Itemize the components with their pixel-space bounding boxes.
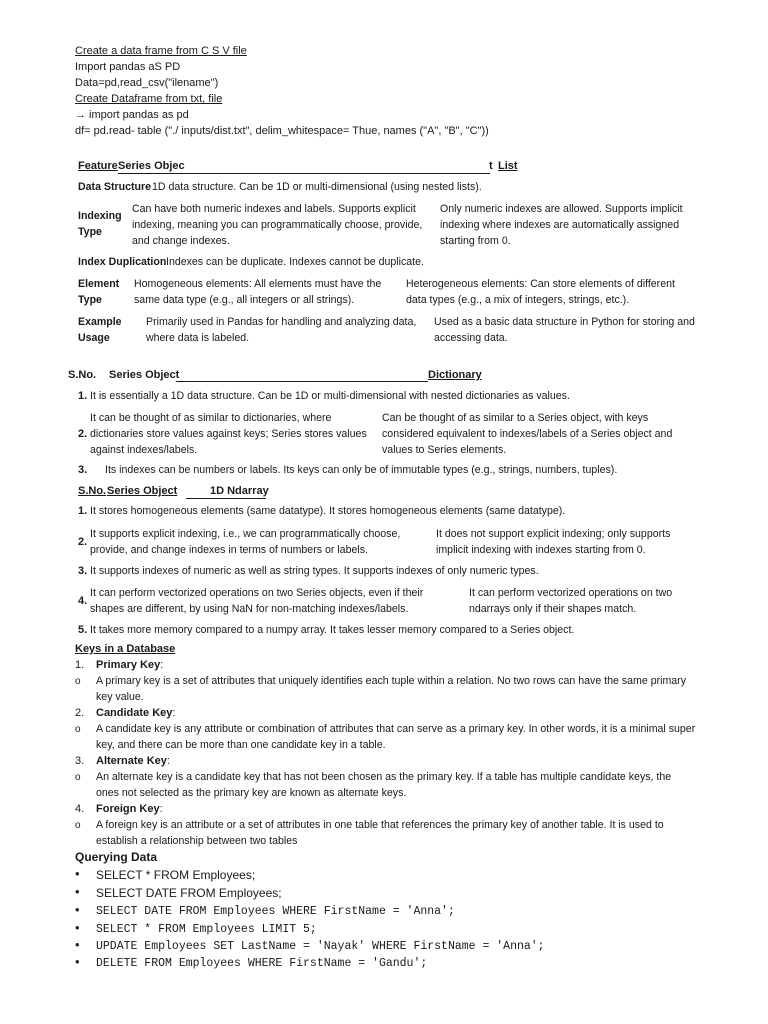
circle-bullet-icon: o: [75, 724, 81, 735]
bullet-icon: •: [75, 866, 80, 881]
t3-header-sno: S.No.: [78, 485, 107, 497]
t1-text-dup: Indexes can be duplicate. Indexes cannot be duplicate.: [166, 256, 424, 268]
query-6: DELETE FROM Employees WHERE FirstName = 'Gandu';: [96, 957, 428, 970]
t2-row-2-dict: Can be thought of as similar to a Series object, with keys considered equivalent to indexes/labels of a Series object and values to Series elements.: [382, 412, 673, 456]
t1-header-feature: Feature: [78, 160, 118, 172]
key-foreign-text: A foreign key is an attribute or a set of attributes in one table that references the primary key of another table. It is used to establish a relationship between two tables: [96, 819, 664, 847]
key-num: 2.: [75, 707, 85, 719]
circle-bullet-icon: o: [75, 676, 81, 687]
t2-row-2-series: It can be thought of as similar to dictionaries, where dictionaries store values against keys; Series stores values against indexes/labels.: [90, 412, 367, 456]
key-num: 4.: [75, 803, 85, 815]
t3-header-nd: 1D Ndarray: [186, 484, 266, 499]
t1-idx-series: Can have both numeric indexes and labels. Supports explicit indexing, meaning you can programmatically choose, provide, and change indexes.: [132, 203, 423, 247]
t1-header-t: t: [489, 160, 493, 172]
intro-heading-txt: Create Dataframe from txt, file: [75, 93, 223, 105]
t2-header-dict: Dictionary: [428, 369, 482, 381]
t3-header-series: Series Object: [107, 485, 178, 497]
t1-label-ds: Data Structure: [78, 181, 151, 193]
query-3: SELECT DATE FROM Employees WHERE FirstName = 'Anna';: [96, 905, 455, 918]
key-num: 3.: [75, 755, 85, 767]
t3-row-2-series: It supports explicit indexing, i.e., we can programmatically choose, provide, and change indexes in terms of numbers or labels.: [90, 528, 401, 556]
t3-row-2-nd: It does not support explicit indexing; only supports implicit indexing with indexes starting from 0.: [436, 528, 671, 556]
t2-header-series: Series Object: [109, 369, 180, 381]
circle-bullet-icon: o: [75, 820, 81, 831]
t3-row-5: It takes more memory compared to a numpy array. It takes lesser memory compared to a Series object.: [90, 624, 575, 636]
key-foreign-name: Foreign Key:: [96, 803, 163, 815]
query-1: SELECT * FROM Employees;: [96, 868, 256, 882]
t1-ex-series: Primarily used in Pandas for handling and analyzing data, where data is labeled.: [146, 316, 417, 344]
intro-heading-csv: Create a data frame from C S V file: [75, 45, 247, 57]
query-5: UPDATE Employees SET LastName = 'Nayak' WHERE FirstName = 'Anna';: [96, 940, 545, 953]
key-candidate-name: Candidate Key:: [96, 707, 176, 719]
t1-ex-list: Used as a basic data structure in Python for storing and accessing data.: [434, 316, 695, 344]
t1-el-series: Homogeneous elements: All elements must have the same data type (e.g., all integers or all strings).: [134, 278, 382, 306]
bullet-icon: •: [75, 902, 80, 917]
key-candidate-text: A candidate key is any attribute or combination of attributes that can serve as a primary key. In other words, it is a minimal super key, and there can be more than one candidate key in a table.: [96, 723, 696, 751]
intro-line: Data=pd,read_csv("ilename"): [75, 77, 219, 89]
intro-line: Import pandas aS PD: [75, 61, 181, 73]
intro-line: df= pd.read- table ("./ inputs/dist.txt", delim_whitespace= Thue, names ("A", "B", "C")): [75, 125, 489, 137]
key-num: 1.: [75, 659, 85, 671]
t2-row-num: 3.: [78, 464, 88, 476]
t3-row-4-series: It can perform vectorized operations on two Series objects, even if their shapes are different, by using NaN for non-matching indexes/labels.: [90, 587, 424, 615]
key-primary-text: A primary key is a set of attributes that uniquely identifies each tuple within a relation. No two rows can have the same primary key value.: [96, 675, 687, 703]
t2-row-1: It is essentially a 1D data structure. Can be 1D or multi-dimensional with nested dictionaries as values.: [90, 390, 570, 402]
query-4: SELECT * FROM Employees LIMIT 5;: [96, 923, 317, 936]
bullet-icon: •: [75, 884, 80, 899]
t3-row-num: 4.: [78, 595, 88, 607]
bullet-icon: •: [75, 920, 80, 935]
t1-header-list: List: [498, 160, 518, 172]
t3-row-num: 2.: [78, 536, 88, 548]
t1-el-list: Heterogeneous elements: Can store elements of different data types (e.g., a mix of integers, strings, etc.).: [406, 278, 675, 306]
t1-header-series: Series Objec: [118, 159, 490, 174]
keys-title: Keys in a Database: [75, 643, 176, 655]
t2-row-num: 2.: [78, 428, 88, 440]
t1-label-dup: Index Duplication: [78, 256, 167, 268]
query-title: Querying Data: [75, 850, 158, 864]
t3-row-num: 3.: [78, 565, 88, 577]
t2-header-rule: [176, 381, 428, 382]
t2-row-num: 1.: [78, 390, 88, 402]
t2-header-sno: S.No.: [68, 369, 97, 381]
bullet-icon: •: [75, 954, 80, 969]
t3-row-3: It supports indexes of numeric as well as string types. It supports indexes of only numeric types.: [90, 565, 539, 577]
bullet-icon: •: [75, 937, 80, 952]
t1-label-idx: Indexing Type: [78, 210, 122, 238]
t3-row-4-nd: It can perform vectorized operations on two ndarrays only if their shapes match.: [469, 587, 673, 615]
t3-row-num: 1.: [78, 505, 88, 517]
t1-idx-list: Only numeric indexes are allowed. Supports implicit indexing where indexes are automatically assigned starting from 0.: [440, 203, 683, 247]
t1-text-ds: 1D data structure. Can be 1D or multi-dimensional (using nested lists).: [152, 181, 482, 193]
t1-label-el: Element Type: [78, 278, 120, 306]
t2-row-3: Its indexes can be numbers or labels. Its keys can only be of immutable types (e.g., strings, numbers, tuples).: [105, 464, 618, 476]
key-primary-name: Primary Key:: [96, 659, 164, 671]
t1-label-ex: Example Usage: [78, 316, 122, 344]
t3-row-1: It stores homogeneous elements (same datatype). It stores homogeneous elements (same datatype).: [90, 505, 566, 517]
key-alternate-name: Alternate Key:: [96, 755, 170, 767]
t3-row-num: 5.: [78, 624, 88, 636]
query-2: SELECT DATE FROM Employees;: [96, 886, 282, 900]
intro-line: → import pandas as pd: [75, 109, 189, 121]
circle-bullet-icon: o: [75, 772, 81, 783]
key-alternate-text: An alternate key is a candidate key that has not been chosen as the primary key. If a table has multiple candidate keys, the ones not selected as the primary key are known as alternate keys.: [96, 771, 672, 799]
